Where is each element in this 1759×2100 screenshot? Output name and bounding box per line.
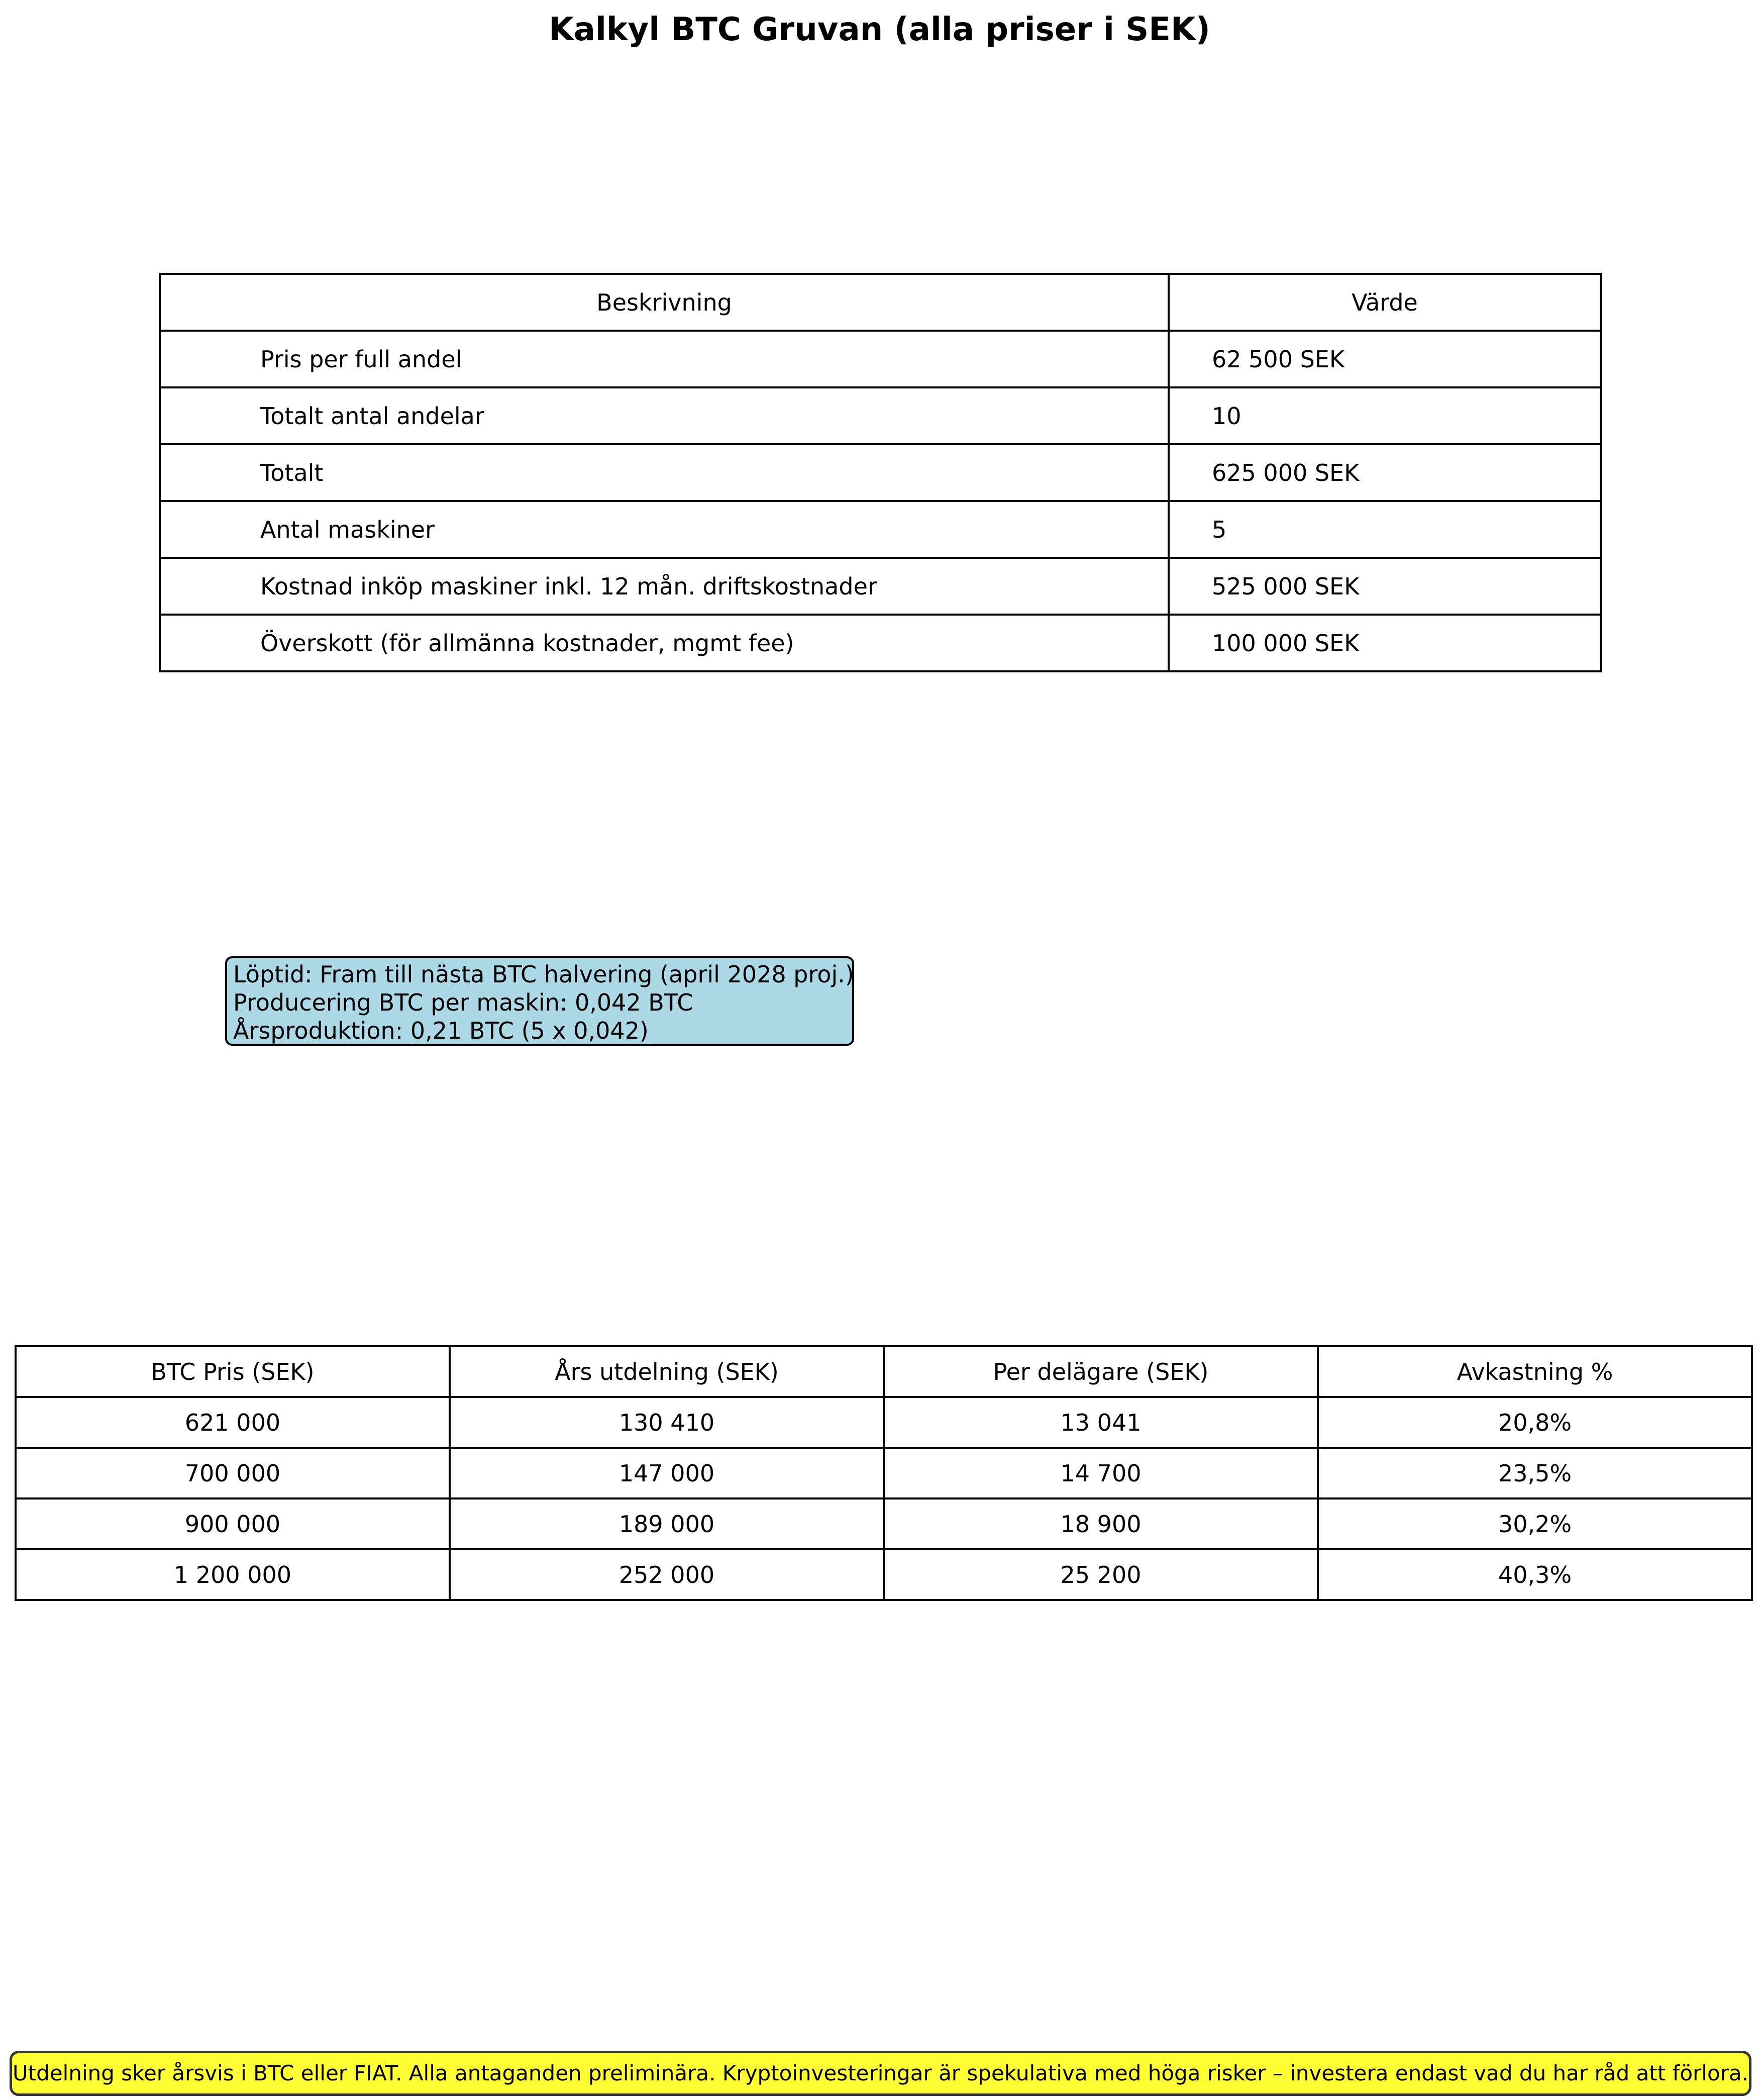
cell-return: 23,5% bbox=[1318, 1448, 1752, 1498]
column-header-per-owner: Per delägare (SEK) bbox=[884, 1346, 1318, 1397]
cell-annual-dividend: 252 000 bbox=[450, 1549, 884, 1600]
table-header-row bbox=[160, 274, 1601, 331]
scenario-table bbox=[15, 1345, 1753, 1601]
row-label: Totalt bbox=[160, 444, 1169, 501]
table-row bbox=[16, 1397, 1752, 1448]
row-value: 10 bbox=[1169, 387, 1601, 444]
table-row bbox=[160, 387, 1601, 444]
table-row bbox=[16, 1549, 1752, 1600]
cell-per-owner: 18 900 bbox=[884, 1498, 1318, 1549]
row-label: Totalt antal andelar bbox=[160, 387, 1169, 444]
row-value: 62 500 SEK bbox=[1169, 331, 1601, 387]
table-row bbox=[160, 501, 1601, 558]
cell-annual-dividend: 189 000 bbox=[450, 1498, 884, 1549]
cell-return: 30,2% bbox=[1318, 1498, 1752, 1549]
table-row bbox=[16, 1448, 1752, 1498]
cell-btc-price: 900 000 bbox=[16, 1498, 450, 1549]
cell-per-owner: 14 700 bbox=[884, 1448, 1318, 1498]
table-row bbox=[160, 558, 1601, 615]
info-line-production-per-machine: Producering BTC per maskin: 0,042 BTC bbox=[233, 989, 693, 1016]
row-label: Pris per full andel bbox=[160, 331, 1169, 387]
column-header-return: Avkastning % bbox=[1318, 1346, 1752, 1397]
table-row bbox=[16, 1498, 1752, 1549]
cell-btc-price: 621 000 bbox=[16, 1397, 450, 1448]
disclaimer-banner: Utdelning sker årsvis i BTC eller FIAT. Alla antaganden preliminära. Kryptoinvesteringar är spekulativa med höga risker – investera endast vad du har råd att förlora. bbox=[10, 2051, 1751, 2096]
row-value: 5 bbox=[1169, 501, 1601, 558]
cell-per-owner: 13 041 bbox=[884, 1397, 1318, 1448]
cell-annual-dividend: 130 410 bbox=[450, 1397, 884, 1448]
column-header-value: Värde bbox=[1169, 274, 1601, 331]
page-title: Kalkyl BTC Gruvan (alla priser i SEK) bbox=[549, 11, 1210, 48]
row-value: 100 000 SEK bbox=[1169, 615, 1601, 671]
cell-return: 40,3% bbox=[1318, 1549, 1752, 1600]
row-label: Antal maskiner bbox=[160, 501, 1169, 558]
table-row bbox=[160, 331, 1601, 387]
table-row bbox=[160, 615, 1601, 671]
summary-table bbox=[159, 273, 1602, 672]
cell-btc-price: 1 200 000 bbox=[16, 1549, 450, 1600]
info-box bbox=[225, 956, 854, 1046]
column-header-annual-dividend: Års utdelning (SEK) bbox=[450, 1346, 884, 1397]
column-header-description: Beskrivning bbox=[160, 274, 1169, 331]
table-header-row bbox=[16, 1346, 1752, 1397]
cell-annual-dividend: 147 000 bbox=[450, 1448, 884, 1498]
table-row bbox=[160, 444, 1601, 501]
cell-btc-price: 700 000 bbox=[16, 1448, 450, 1498]
row-label: Överskott (för allmänna kostnader, mgmt fee) bbox=[160, 615, 1169, 671]
cell-per-owner: 25 200 bbox=[884, 1549, 1318, 1600]
info-line-annual-production: Årsproduktion: 0,21 BTC (5 x 0,042) bbox=[233, 1017, 649, 1044]
info-line-runtime: Löptid: Fram till nästa BTC halvering (april 2028 proj.) bbox=[233, 961, 854, 988]
row-label: Kostnad inköp maskiner inkl. 12 mån. driftskostnader bbox=[160, 558, 1169, 615]
row-value: 625 000 SEK bbox=[1169, 444, 1601, 501]
row-value: 525 000 SEK bbox=[1169, 558, 1601, 615]
cell-return: 20,8% bbox=[1318, 1397, 1752, 1448]
column-header-btc-price: BTC Pris (SEK) bbox=[16, 1346, 450, 1397]
